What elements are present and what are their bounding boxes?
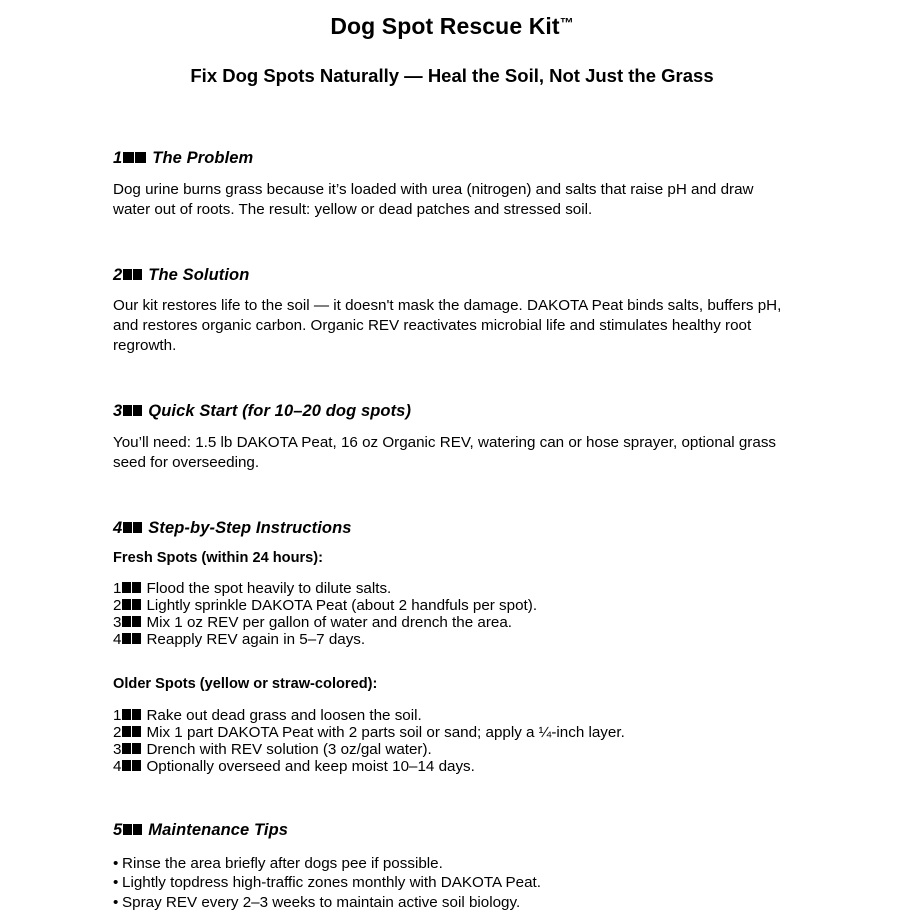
list-item [113,707,791,724]
list-item [113,614,791,631]
subheading-fresh-spots: Fresh Spots (within 24 hours): [113,549,323,566]
list-item [113,724,791,741]
step-text: Mix 1 part DAKOTA Peat with 2 parts soil or sand; apply a ¼-inch layer. [146,723,625,741]
list-item [113,580,791,597]
missing-glyph-box-icon [132,616,141,627]
older-spots-step-list [113,707,791,775]
missing-glyph-box-icon [122,760,131,771]
list-item [113,597,791,614]
tip-text: Spray REV every 2–3 weeks to maintain active soil biology. [122,893,521,911]
missing-glyph-box-icon [123,269,132,280]
section-1-heading [113,149,791,169]
step-number: 4 [113,631,122,649]
bullet-icon: • [113,874,119,892]
section-3-heading [113,402,791,422]
section-3-body: You’ll need: 1.5 lb DAKOTA Peat, 16 oz Organic REV, watering can or hose sprayer, optional grass seed for overseeding. [113,434,777,472]
missing-glyph-box-icon [123,522,132,533]
missing-glyph-box-icon [132,726,141,737]
section-step-by-step [113,473,791,775]
maintenance-tip-list [113,854,791,912]
missing-glyph-box-icon [122,709,131,720]
missing-glyph-box-icon [132,709,141,720]
missing-glyph-box-icon [135,152,146,163]
list-item [113,873,791,893]
missing-glyph-box-icon [123,152,134,163]
subheading-older-spots: Older Spots (yellow or straw-colored): [113,676,378,693]
missing-glyph-box-icon [133,269,142,280]
tip-text: Rinse the area briefly after dogs pee if possible. [122,854,443,872]
step-text: Optionally overseed and keep moist 10–14 days. [146,757,475,775]
section-5-title: Maintenance Tips [148,820,289,839]
list-item [113,854,791,874]
section-5-number: 5 [113,820,123,839]
section-2-body: Our kit restores life to the soil — it doesn't mask the damage. DAKOTA Peat binds salts, buffers pH, and restores organic carbon. Organic REV reactivates microbial life and stimulates healthy root regrowth. [113,297,782,355]
missing-glyph-box-icon [133,824,142,835]
missing-glyph-box-icon [122,582,131,593]
missing-glyph-box-icon [122,599,131,610]
list-item [113,631,791,648]
missing-glyph-box-icon [133,405,142,416]
section-1-body: Dog urine burns grass because it’s loaded with urea (nitrogen) and salts that raise pH and draw water out of roots. The result: yellow or dead patches and stressed soil. [113,180,754,218]
section-1-number: 1 [113,148,123,167]
section-the-solution [113,220,791,357]
section-5-heading [113,821,791,841]
step-text: Reapply REV again in 5–7 days. [146,631,366,649]
missing-glyph-box-icon [122,616,131,627]
list-item [113,758,791,775]
step-number: 2 [113,597,122,615]
missing-glyph-box-icon [132,760,141,771]
missing-glyph-box-icon [123,824,132,835]
section-1-title: The Problem [152,148,254,167]
document-title-text: Dog Spot Rescue Kit [330,13,560,39]
step-text: Rake out dead grass and loosen the soil. [146,706,422,724]
section-4-heading [113,519,791,539]
step-text: Drench with REV solution (3 oz/gal water). [146,740,432,758]
step-text: Lightly sprinkle DAKOTA Peat (about 2 handfuls per spot). [146,597,538,615]
list-item [113,741,791,758]
missing-glyph-box-icon [132,599,141,610]
step-number: 1 [113,706,122,724]
missing-glyph-box-icon [133,522,142,533]
bullet-icon: • [113,854,119,872]
missing-glyph-box-icon [132,633,141,644]
step-number: 4 [113,757,122,775]
step-text: Flood the spot heavily to dilute salts. [146,580,392,598]
missing-glyph-box-icon [122,743,131,754]
section-4-number: 4 [113,519,123,538]
section-2-number: 2 [113,265,123,284]
missing-glyph-box-icon [122,633,131,644]
document-title [113,0,791,41]
section-2-heading [113,266,791,286]
document-content [113,0,791,912]
bullet-icon: • [113,893,119,911]
section-4-title: Step-by-Step Instructions [148,519,352,538]
tip-text: Lightly topdress high-traffic zones monthly with DAKOTA Peat. [122,874,541,892]
list-item [113,893,791,912]
section-2-title: The Solution [148,265,250,284]
section-the-problem [113,87,791,220]
step-number: 2 [113,723,122,741]
section-3-number: 3 [113,402,123,421]
fresh-spots-step-list [113,580,791,648]
document-subtitle: Fix Dog Spots Naturally — Heal the Soil, Not Just the Grass [190,64,714,86]
step-number: 1 [113,580,122,598]
section-3-title: Quick Start (for 10–20 dog spots) [148,402,412,421]
section-maintenance-tips [113,775,791,912]
step-number: 3 [113,740,122,758]
missing-glyph-box-icon [122,726,131,737]
section-quick-start [113,356,791,473]
missing-glyph-box-icon [132,582,141,593]
missing-glyph-box-icon [132,743,141,754]
missing-glyph-box-icon [123,405,132,416]
step-number: 3 [113,614,122,632]
trademark-symbol: ™ [559,14,574,31]
step-text: Mix 1 oz REV per gallon of water and drench the area. [146,614,512,632]
